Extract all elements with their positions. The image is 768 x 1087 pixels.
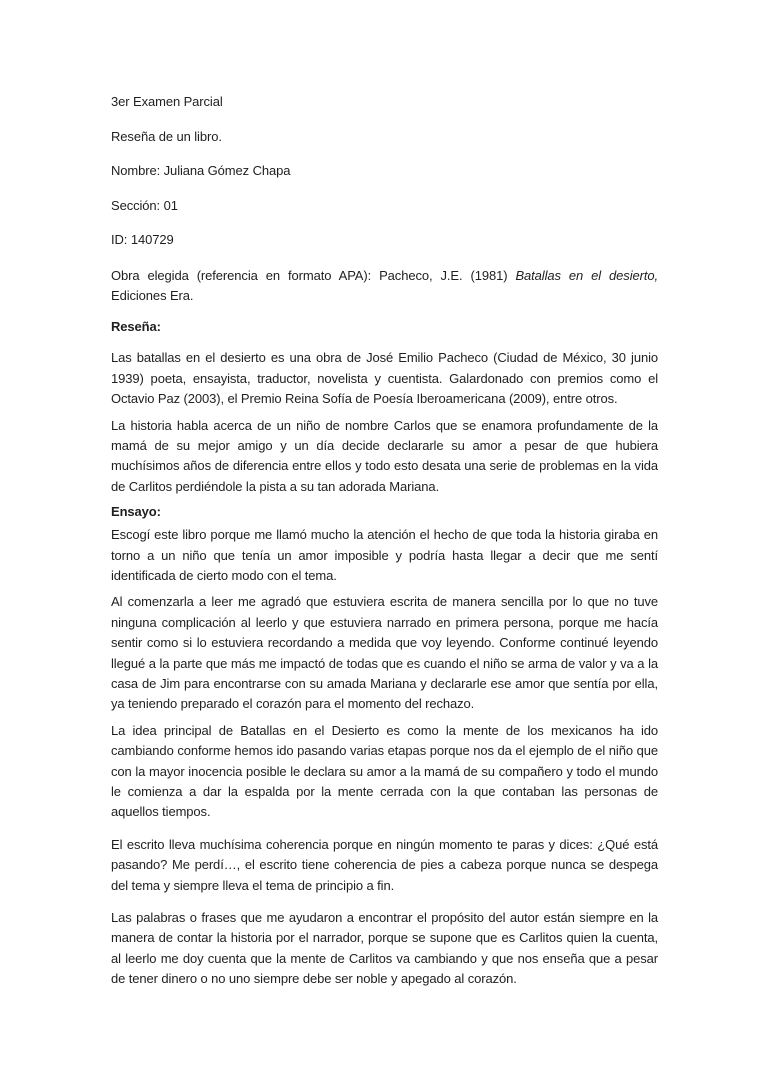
essay-heading: Ensayo: — [111, 504, 161, 520]
essay-paragraph: Escogí este libro porque me llamó mucho la atención el hecho de que toda la historia giraba en torno a un niño que tenía un amor imposible y podría hasta llegar a decir que me sentí identificada de cierto modo con el tema. — [111, 527, 658, 583]
review-paragraph: Las batallas en el desierto es una obra de José Emilio Pacheco (Ciudad de México, 30 junio 1939) poeta, ensayista, traductor, novelista y cuentista. Galardonado con premios como el Octavio Paz (2003), el Premio Reina Sofía de Poesía Iberoamericana (2009), entre otros. — [111, 350, 658, 407]
review-paragraph: La historia habla acerca de un niño de nombre Carlos que se enamora profundamente de la mamá de su mejor amigo y un día decide declararle su amor a pesar de que hubiera muchísimos años de diferencia entre ellos y todo esto desata una serie de problemas en la vida de Carlitos perdiéndole la pista a su tan adorada Mariana. — [111, 417, 658, 494]
assignment-title: Reseña de un libro. — [111, 128, 222, 144]
reference-prefix: Obra elegida (referencia en formato APA): Pacheco, J.E. (1981) — [111, 267, 516, 283]
essay-paragraph: Al comenzarla a leer me agradó que estuviera escrita de manera sencilla por lo que no tuve ninguna complicación al leerlo y que estuviera narrado en primera persona, porque me hacía sentir como si lo estuviera recordando a medida que voy leyendo. Conforme continué leyendo llegué a la parte que más me impactó de todas que es cuando el niño se arma de valor y va a la casa de Jim para encontrarse con su amada Mariana y declararle ese amor que sentía por ella, ya teniendo preparado el corazón para el momento del rechazo. — [111, 594, 658, 712]
essay-paragraph: Las palabras o frases que me ayudaron a encontrar el propósito del autor están siempre en la manera de contar la historia por el narrador, porque se supone que es Carlitos quien la cuenta, al leerlo me doy cuenta que la mente de Carlitos va cambiando y que nos enseña que a pesar de tener dinero o no uno siempre debe ser noble y apegado al corazón. — [111, 910, 658, 987]
exam-title: 3er Examen Parcial — [111, 94, 223, 109]
reference-book-title: Batallas en el desierto, — [515, 267, 659, 283]
student-id: ID: 140729 — [111, 232, 174, 247]
essay-paragraph: La idea principal de Batallas en el Desierto es como la mente de los mexicanos ha ido cambiando conforme hemos ido pasando varias etapas porque nos da el ejemplo de el niño que con la mayor inocencia posible le declara su amor a la mamá de su compañero y todo el mundo le comienza a dar la espalda por la mente cerrada con la que contaban las personas de aquellos tiempos. — [111, 722, 658, 820]
section-number: Sección: 01 — [111, 197, 178, 213]
book-reference — [111, 266, 658, 307]
student-name: Nombre: Juliana Gómez Chapa — [111, 163, 291, 178]
reference-suffix: Ediciones Era. — [111, 287, 194, 303]
review-heading: Reseña: — [111, 319, 161, 335]
essay-paragraph: El escrito lleva muchísima coherencia porque en ningún momento te paras y dices: ¿Qué está pasando? Me perdí…, el escrito tiene coherencia de pies a cabeza porque nunca se despega del tema y siempre lleva el tema de principio a fin. — [111, 836, 658, 893]
document-body — [111, 93, 658, 996]
